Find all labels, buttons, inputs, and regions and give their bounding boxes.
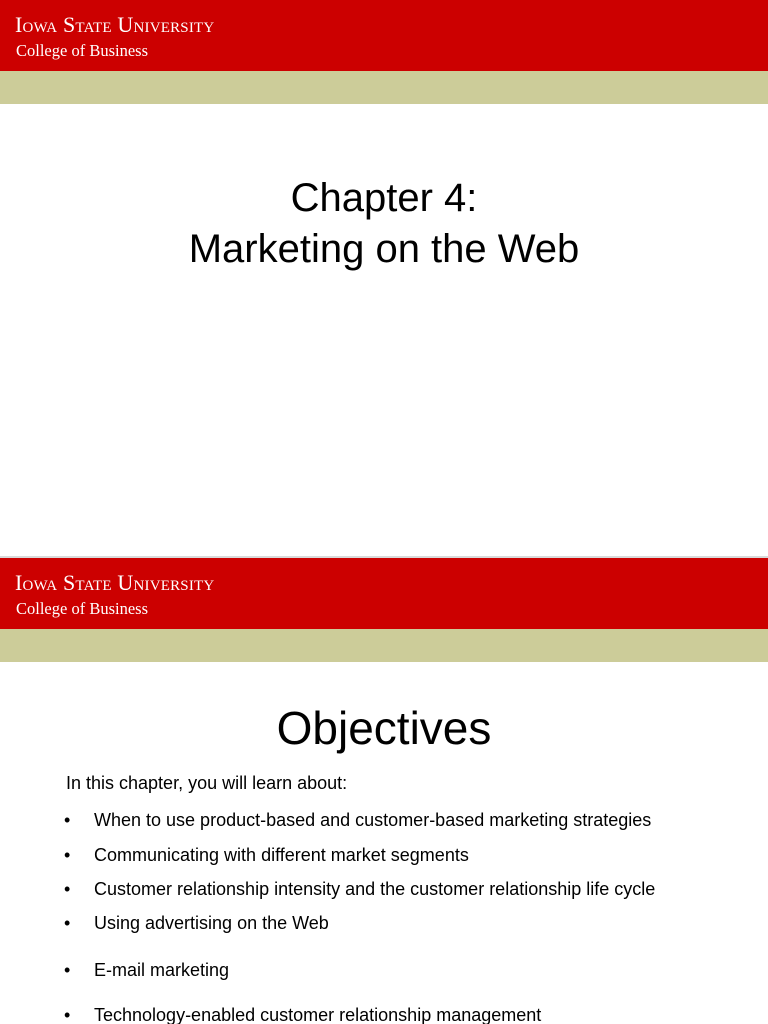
list-item-text: When to use product-based and customer-based marketing strategies xyxy=(94,810,652,830)
list-item-text: Technology-enabled customer relationship management xyxy=(94,1005,542,1024)
list-item xyxy=(0,1006,768,1024)
bullet-icon: • xyxy=(64,879,71,899)
university-logo-name: Iowa State University xyxy=(15,12,215,37)
chapter-subtitle: Marketing on the Web xyxy=(188,227,580,271)
list-item xyxy=(0,811,768,835)
list-item xyxy=(0,961,768,985)
objectives-title: Objectives xyxy=(276,702,492,754)
college-name: College of Business xyxy=(16,41,148,60)
bullet-icon: • xyxy=(64,810,71,830)
list-item xyxy=(0,846,768,870)
list-item-text: E-mail marketing xyxy=(94,960,230,980)
university-logo-name: Iowa State University xyxy=(15,570,215,595)
list-item-text: Customer relationship intensity and the customer relationship life cycle xyxy=(94,879,656,899)
list-item xyxy=(0,880,768,904)
accent-band xyxy=(0,71,768,104)
objectives-intro: In this chapter, you will learn about: xyxy=(66,773,348,793)
bullet-icon: • xyxy=(64,845,71,865)
accent-band xyxy=(0,629,768,662)
chapter-title: Chapter 4: xyxy=(290,176,478,220)
list-item-text: Using advertising on the Web xyxy=(94,913,329,933)
list-item xyxy=(0,914,768,938)
slide-objectives xyxy=(0,558,768,1024)
bullet-icon: • xyxy=(64,1005,71,1024)
list-item-text: Communicating with different market segments xyxy=(94,845,469,865)
header-banner xyxy=(0,0,768,71)
college-name: College of Business xyxy=(16,599,148,618)
bullet-icon: • xyxy=(64,913,71,933)
header-banner xyxy=(0,558,768,629)
bullet-icon: • xyxy=(64,960,71,980)
